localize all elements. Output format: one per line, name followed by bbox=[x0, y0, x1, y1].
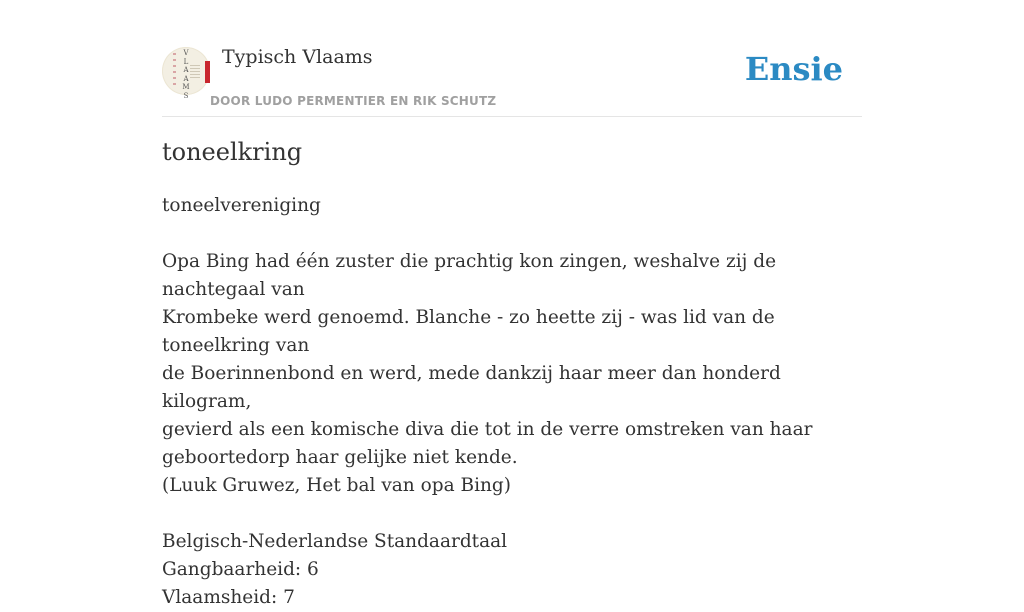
byline: DOOR LUDO PERMENTIER EN RIK SCHUTZ bbox=[210, 94, 497, 108]
avatar-letters: V L A A M S bbox=[182, 49, 190, 100]
quote-source: (Luuk Gruwez, Het bal van opa Bing) bbox=[162, 475, 511, 496]
entry-page bbox=[162, 0, 862, 608]
quote-line: Opa Bing had één zuster die prachtig kon zingen, weshalve zij de nachtegaal van bbox=[162, 251, 777, 300]
site-title-link[interactable]: Typisch Vlaams bbox=[222, 46, 373, 68]
ensie-logo[interactable]: Ensie bbox=[744, 50, 843, 88]
spacer bbox=[162, 500, 862, 528]
avatar-decoration-lines bbox=[190, 65, 200, 79]
avatar-red-bar bbox=[205, 61, 210, 83]
register-label: Belgisch-Nederlandse Standaardtaal bbox=[162, 531, 508, 552]
avatar-decoration bbox=[173, 53, 176, 87]
site-header bbox=[162, 0, 862, 117]
vlaamsheid-score: Vlaamsheid: 7 bbox=[162, 587, 295, 608]
entry-title: toneelkring bbox=[162, 138, 303, 166]
quote-line: de Boerinnenbond en werd, mede dankzij haar meer dan honderd kilogram, bbox=[162, 363, 781, 412]
quote-line: geboortedorp haar gelijke niet kende. bbox=[162, 447, 518, 468]
book-cover-icon[interactable] bbox=[162, 47, 210, 100]
gangbaarheid-score: Gangbaarheid: 6 bbox=[162, 559, 319, 580]
quote-line: Krombeke werd genoemd. Blanche - zo heette zij - was lid van de toneelkring van bbox=[162, 307, 775, 356]
quote-line: gevierd als een komische diva die tot in de verre omstreken van haar bbox=[162, 419, 813, 440]
entry-body bbox=[162, 192, 862, 612]
spacer bbox=[162, 220, 862, 248]
definition: toneelvereniging bbox=[162, 195, 321, 216]
